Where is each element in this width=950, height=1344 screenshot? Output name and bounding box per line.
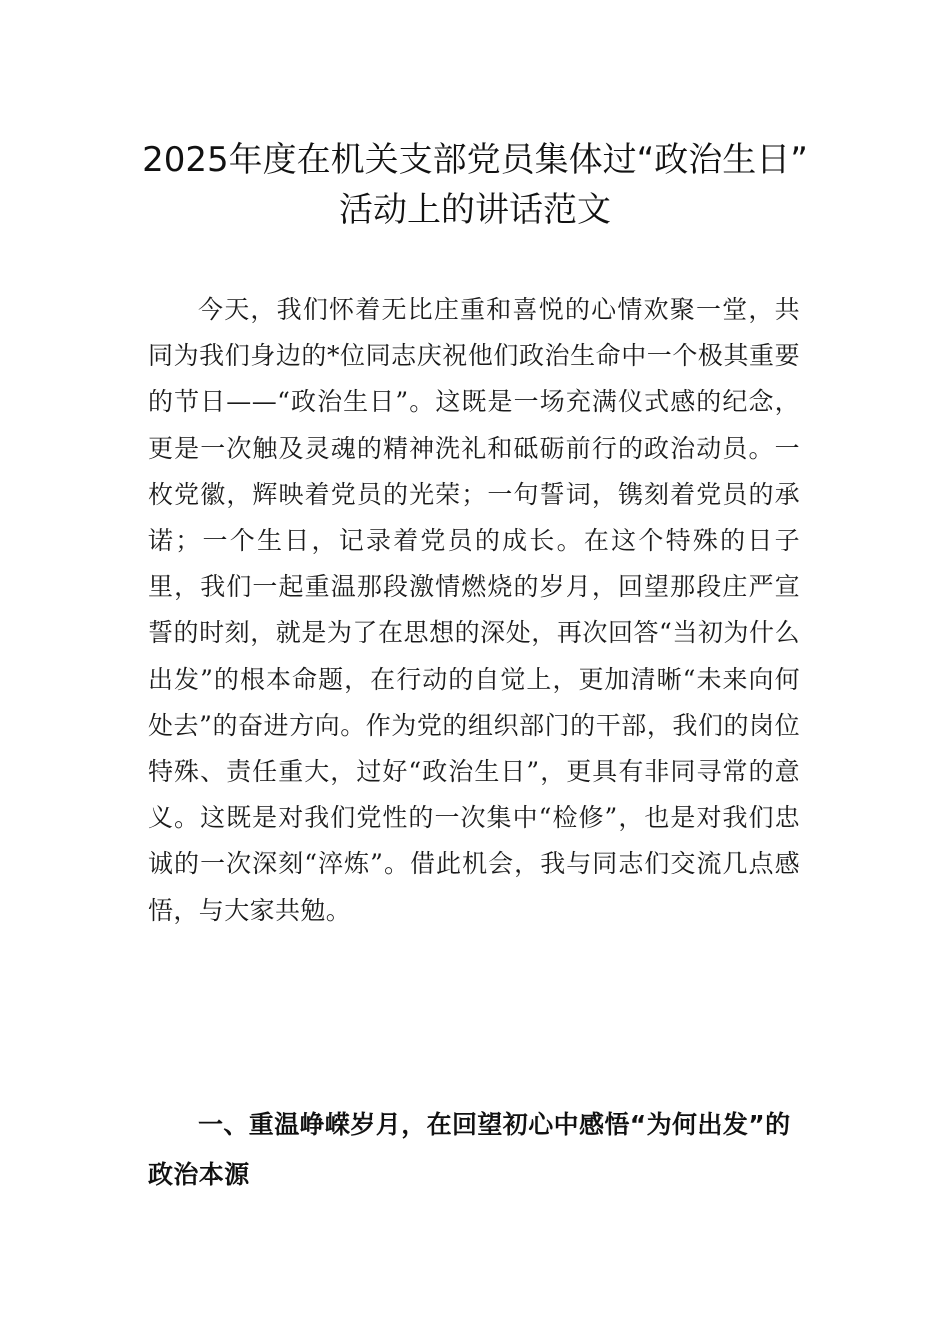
document-title-line-1: 2025年度在机关支部党员集体过“政治生日” <box>142 140 808 180</box>
section-heading-1: 一、重温峥嵘岁月，在回望初心中感悟“为何出发”的政治本源 <box>148 1110 791 1189</box>
document-title-line-2: 活动上的讲话范文 <box>339 190 611 230</box>
intro-paragraph: 今天，我们怀着无比庄重和喜悦的心情欢聚一堂，共同为我们身边的*位同志庆祝他们政治生命中一个极其重要的节日——“政治生日”。这既是一场充满仪式感的纪念，更是一次触及灵魂的精神洗礼和砥砺前行的政治动员。一枚党徽，辉映着党员的光荣；一句誓词，镌刻着党员的承诺；一个生日，记录着党员的成长。在这个特殊的日子里，我们一起重温那段激情燃烧的岁月，回望那段庄严宣誓的时刻，就是为了在思想的深处，再次回答“当初为什么出发”的根本命题，在行动的自觉上，更加清晰“未来向何处去”的奋进方向。作为党的组织部门的干部，我们的岗位特殊、责任重大，过好“政治生日”，更具有非同寻常的意义。这既是对我们党性的一次集中“检修”，也是对我们忠诚的一次深刻“淬炼”。借此机会，我与同志们交流几点感悟，与大家共勉。 <box>148 295 800 925</box>
